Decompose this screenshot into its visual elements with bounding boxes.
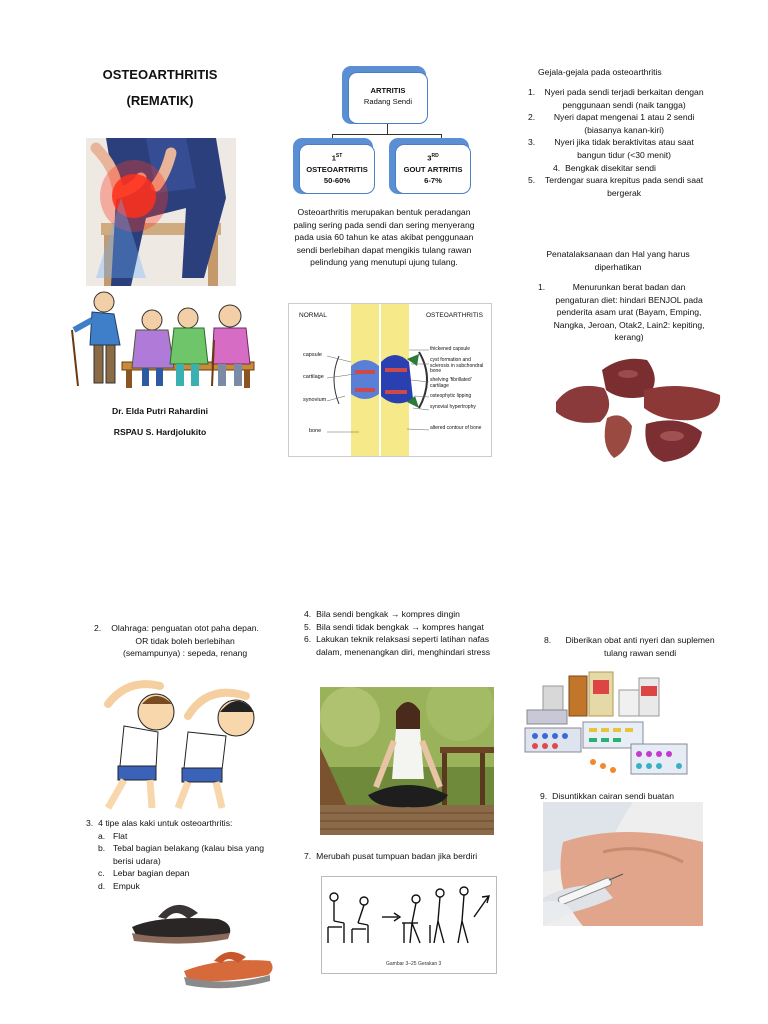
joint-left-title: NORMAL	[299, 312, 327, 319]
joint-right-title: OSTEOARTHRITIS	[426, 312, 483, 319]
sub-item	[98, 880, 266, 893]
joint-label: shelving 'fibrillated' cartilage	[430, 377, 472, 389]
joint-label: cartilage	[303, 374, 324, 380]
joint-label: bone	[309, 428, 322, 434]
posture-sequence-drawing	[321, 876, 497, 974]
symptom-text: Nyeri pada sendi terjadi berkaitan dengan penggunaan sendi (naik tangga)	[544, 87, 704, 110]
diagram-right-pct: 6-7%	[424, 175, 442, 185]
symptom-text: Nyeri dapat mengenai 1 atau 2 sendi (biasanya kanan-kiri)	[553, 112, 695, 135]
diagram-right-box	[395, 144, 471, 194]
item-num: 9.	[540, 791, 548, 801]
joint-label: thickened capsule	[430, 346, 471, 352]
item-text: Bila sendi tidak bengkak → kompres hangat	[316, 621, 484, 632]
item-text: Olahraga: penguatan otot paha depan. OR tidak boleh berlebihan (semampunya) : sepeda, renang	[111, 623, 259, 659]
diagram-left-pct: 50-60%	[323, 175, 351, 185]
connector	[387, 124, 388, 134]
diagram-root-label: ARTRITIS	[370, 86, 406, 95]
management-item-9	[540, 790, 720, 803]
symptom-text: Nyeri jika tidak beraktivitas atau saat bangun tidur (<30 menit)	[554, 137, 694, 160]
item-text: Disuntikkan cairan sendi buatan	[552, 791, 674, 801]
management-item-1	[538, 281, 708, 344]
offal-food-photo	[552, 350, 728, 465]
joint-figure	[288, 303, 492, 457]
sub-num: b.	[98, 843, 106, 854]
author-name: Dr. Elda Putri Rahardini	[112, 406, 208, 416]
author-affiliation: RSPAU S. Hardjolukito	[113, 427, 207, 437]
symptom-item	[528, 136, 708, 161]
posture-caption: Gambar 3–25 Gerakan 3	[386, 961, 442, 967]
sub-text: Lebar bagian depan	[113, 868, 190, 879]
item-num: 3.	[86, 818, 94, 828]
item-num: 1.	[538, 282, 546, 292]
sandal-photo	[128, 895, 278, 995]
diagram-root-sub: Radang Sendi	[363, 97, 413, 106]
symptoms-heading: Gejala-gejala pada osteoarthritis	[538, 67, 662, 77]
item-text: Diberikan obat anti nyeri dan suplemen tulang rawan sendi	[565, 635, 715, 658]
joint-label: synovium	[303, 397, 327, 403]
title-line-1: OSTEOARTHRITIS	[102, 67, 218, 82]
knee-injection-photo	[543, 802, 703, 926]
item-num: 7.	[304, 851, 312, 861]
meditation-photo	[320, 687, 494, 835]
diagram-left-rank: 1	[331, 153, 336, 163]
symptom-item	[528, 162, 708, 175]
sub-num: c.	[98, 868, 105, 879]
joint-label: synovial hypertrophy	[430, 404, 476, 410]
management-item-7	[304, 850, 484, 863]
sub-item	[98, 842, 266, 867]
item-text: Menurunkan berat badan dan pengaturan diet: hindari BENJOL pada penderita asam urat (Bayam, Emping, Nangka, Jeroan, Otak2, Lain2: kepiting, kerang)	[553, 282, 705, 343]
symptom-num: 5.	[528, 175, 536, 186]
joint-label: altered contour of bone	[430, 425, 482, 431]
item-num: 5.	[304, 621, 312, 632]
symptom-text: Terdengar suara krepitus pada sendi saat bergerak	[545, 175, 704, 198]
elderly-people-illustration	[64, 290, 260, 390]
sub-item	[98, 867, 266, 880]
management-item-8	[544, 634, 724, 659]
management-item-6	[304, 633, 504, 658]
sub-num: a.	[98, 830, 106, 841]
diagram-left-rank-sup: ST	[335, 153, 343, 159]
symptom-item	[528, 111, 708, 136]
item-text: 4 tipe alas kaki untuk osteoarthritis:	[98, 818, 233, 828]
management-heading: Penatalaksanaan dan Hal yang harus diperhatikan	[546, 249, 690, 272]
management-item-3	[86, 817, 266, 893]
symptom-num: 1.	[528, 87, 536, 97]
item-num: 2.	[94, 623, 102, 633]
sub-num: d.	[98, 880, 106, 891]
symptom-item	[528, 174, 708, 199]
footwear-sublist	[86, 830, 266, 893]
sub-item	[98, 830, 266, 843]
diagram-left-label: OSTEOARTRITIS	[306, 164, 368, 174]
symptom-num: 2.	[528, 112, 536, 123]
joint-label: capsule	[303, 352, 322, 358]
sub-text: Flat	[113, 830, 128, 841]
diagram-right-label: GOUT ARTRITIS	[403, 164, 463, 174]
joint-label: osteophytic lipping	[430, 393, 472, 399]
title-line-2: (REMATIK)	[126, 93, 194, 108]
symptom-text: Bengkak disekitar sendi	[565, 162, 656, 173]
management-items-4-6	[304, 608, 504, 658]
diagram-right-rank: 3	[427, 153, 432, 163]
item-num: 6.	[304, 634, 312, 645]
item-num: 8.	[544, 635, 552, 645]
sub-text: Tebal bagian belakang (kalau bisa yang berisi udara)	[113, 843, 264, 866]
sub-text: Empuk	[113, 880, 140, 891]
diagram-root-box	[348, 72, 428, 124]
connector	[332, 134, 442, 135]
medicine-photo	[523, 670, 691, 782]
symptom-num: 4.	[553, 162, 561, 173]
knee-pain-photo	[86, 138, 236, 286]
stretching-kids-illustration	[98, 676, 262, 812]
symptoms-list	[528, 86, 708, 199]
management-item-5	[304, 621, 504, 634]
item-text: Lakukan teknik relaksasi seperti latihan nafas dalam, menenangkan diri, menghindari stress	[316, 634, 491, 657]
item-text: Merubah pusat tumpuan badan jika berdiri	[316, 851, 478, 861]
management-item-4	[304, 608, 504, 621]
item-text: Bila sendi bengkak → kompres dingin	[316, 609, 460, 619]
diagram-right-rank-sup: RD	[431, 153, 439, 159]
symptom-num: 3.	[528, 137, 536, 148]
symptom-item	[528, 86, 708, 111]
item-num: 4.	[304, 609, 312, 619]
joint-label: cyst formation and sclerosis in subchondral bone	[430, 357, 484, 375]
intro-text: Osteoarthritis merupakan bentuk peradangan paling sering pada sendi dan sering menyerang pada usia 60 tahun ke atas akibat penggunaan sendi berlebihan dapat mengikis tulang rawan pelindung yang menutupi ujung tulang.	[293, 207, 475, 268]
management-item-2	[94, 622, 264, 660]
diagram-left-box	[299, 144, 375, 194]
